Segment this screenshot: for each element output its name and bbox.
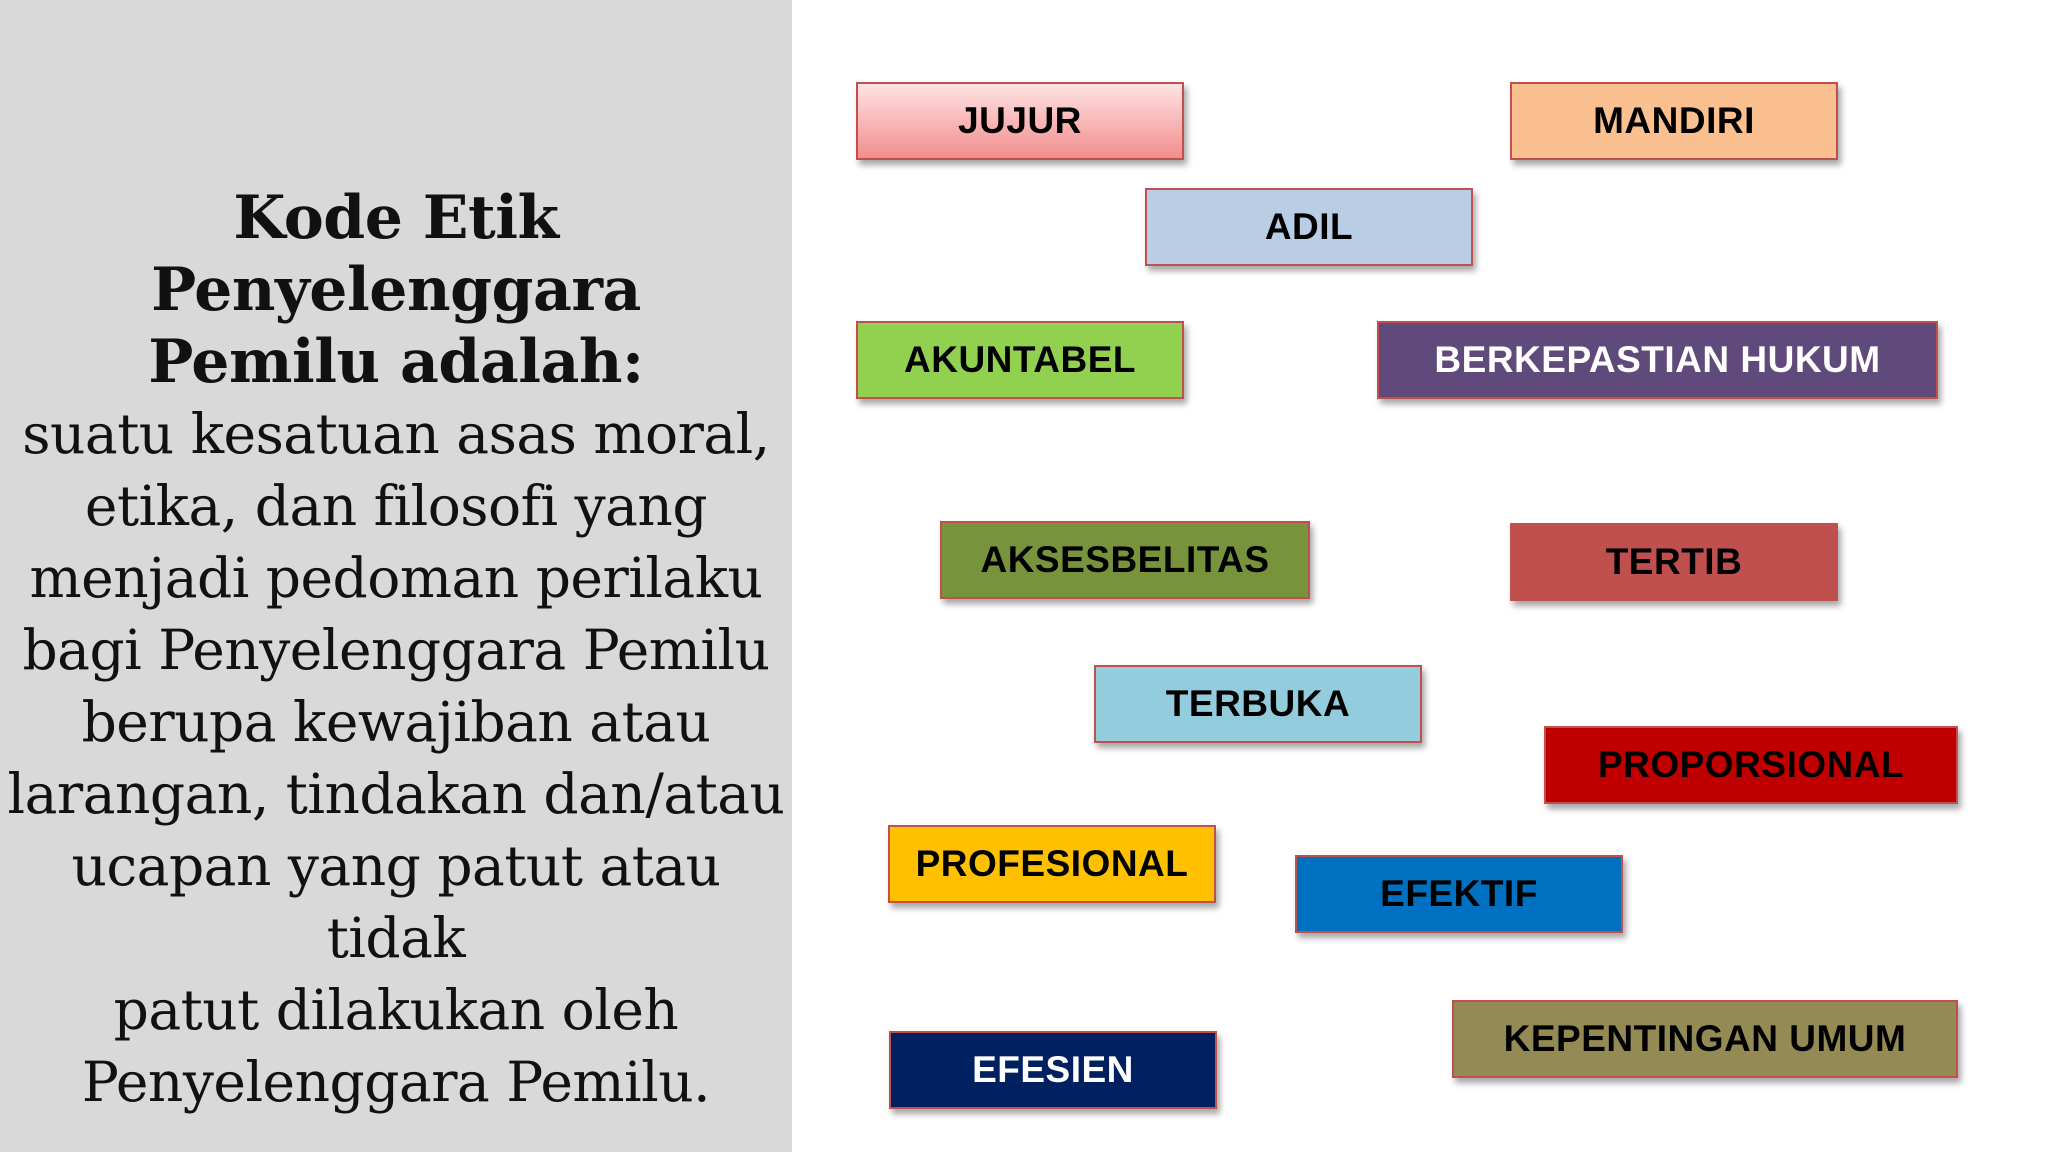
- principle-efektif: EFEKTIF: [1295, 855, 1623, 933]
- definition-body-line: bagi Penyelenggara Pemilu: [22, 618, 770, 682]
- principle-jujur: JUJUR: [856, 82, 1184, 160]
- definition-title: [0, 182, 792, 398]
- definition-body-line: Penyelenggara Pemilu.: [81, 1050, 711, 1114]
- principle-profesional: PROFESIONAL: [888, 825, 1216, 903]
- definition-body-line: suatu kesatuan asas moral,: [22, 402, 770, 466]
- definition-body: [0, 398, 792, 1118]
- definition-title-line: Kode Etik Penyelenggara: [151, 183, 641, 325]
- principle-kepentingan-umum: KEPENTINGAN UMUM: [1452, 1000, 1958, 1078]
- principle-tertib: TERTIB: [1510, 523, 1838, 601]
- principle-mandiri: MANDIRI: [1510, 82, 1838, 160]
- principle-proporsional: PROPORSIONAL: [1544, 726, 1958, 804]
- principle-berkepastian-hukum: BERKEPASTIAN HUKUM: [1377, 321, 1938, 399]
- definition-body-line: larangan, tindakan dan/atau: [7, 762, 785, 826]
- principle-akuntabel: AKUNTABEL: [856, 321, 1184, 399]
- definition-body-line: ucapan yang patut atau tidak: [71, 834, 721, 970]
- principle-terbuka: TERBUKA: [1094, 665, 1422, 743]
- definition-body-line: berupa kewajiban atau: [81, 690, 711, 754]
- definition-body-line: menjadi pedoman perilaku: [29, 546, 763, 610]
- principle-adil: ADIL: [1145, 188, 1473, 266]
- definition-title-line: Pemilu adalah:: [148, 327, 644, 397]
- principle-efesien: EFESIEN: [889, 1031, 1217, 1109]
- definition-text: [0, 182, 792, 1118]
- definition-body-line: etika, dan filosofi yang: [84, 474, 708, 538]
- principle-aksesbelitas: AKSESBELITAS: [940, 521, 1310, 599]
- definition-body-line: patut dilakukan oleh: [113, 978, 679, 1042]
